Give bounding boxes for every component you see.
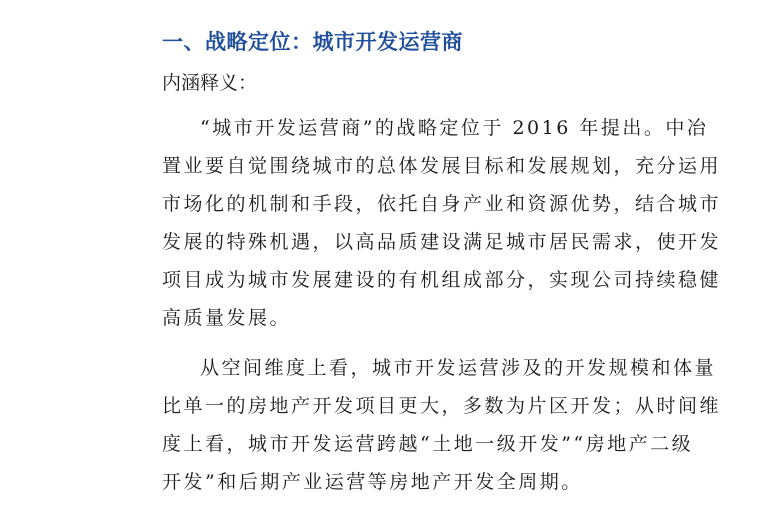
paragraph-1-line-3: 市场化的机制和手段，依托自身产业和资源优势，结合城市: [162, 193, 722, 215]
paragraph-2-line-2: 比单一的房地产开发项目更大，多数为片区开发；从时间维: [162, 395, 722, 417]
paragraph-1-line-4: 发展的特殊机遇，以高品质建设满足城市居民需求，使开发: [162, 231, 722, 253]
paragraph-2-line-3: 度上看，城市开发运营跨越“土地一级开发”“房地产二级: [162, 433, 694, 455]
paragraph-2-line-1: 从空间维度上看，城市开发运营涉及的开发规模和体量: [200, 357, 717, 379]
paragraph-1-line-5: 项目成为城市发展建设的有机组成部分，实现公司持续稳健: [162, 269, 722, 291]
subheading: 内涵释义：: [162, 72, 258, 94]
paragraph-1-line-2: 置业要自觉围绕城市的总体发展目标和发展规划，充分运用: [162, 155, 722, 177]
paragraph-1-line-1: “城市开发运营商”的战略定位于 2016 年提出。中冶: [200, 117, 709, 139]
section-heading: 一、战略定位：城市开发运营商: [162, 30, 463, 54]
paragraph-1-line-6: 高质量发展。: [162, 307, 292, 329]
paragraph-2-line-4: 开发”和后期产业运营等房地产开发全周期。: [162, 471, 583, 493]
